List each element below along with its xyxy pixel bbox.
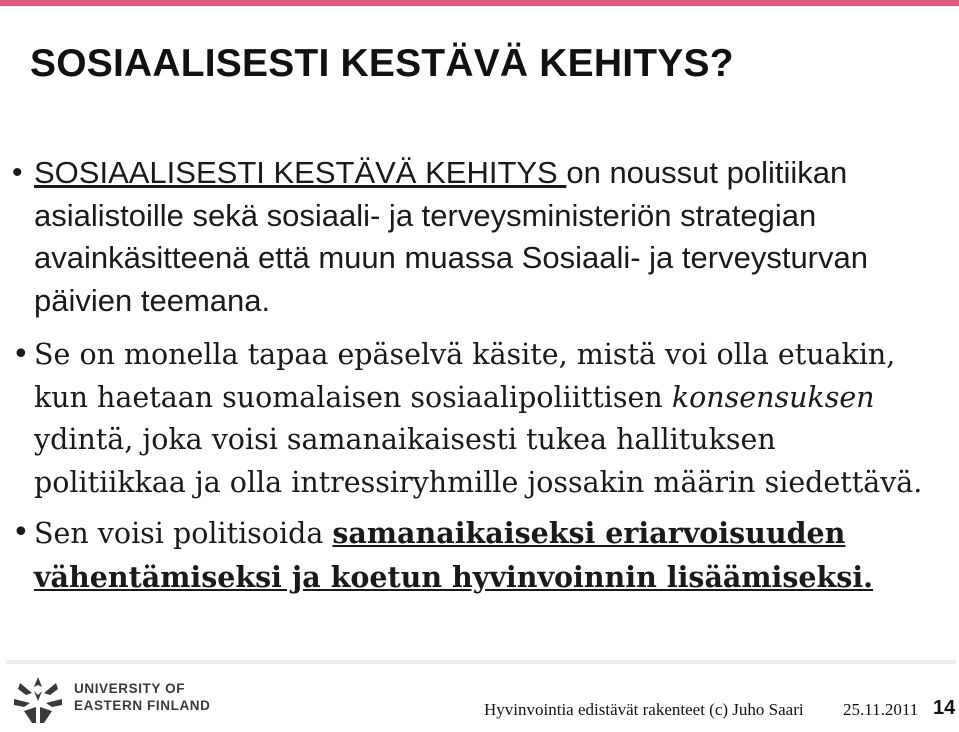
bullet-item-2 (12, 334, 932, 504)
bullet-dot-icon: • (12, 156, 23, 189)
footer-divider (6, 660, 956, 664)
bullet-dot-icon: • (12, 515, 30, 550)
bullet-1-lead: SOSIAALISESTI KESTÄVÄ KEHITYS (34, 155, 567, 190)
bullet-3-emphasis: samanaikaiseksi eriarvoisuuden vähentämiseksi ja koetun hyvinvoinnin lisäämiseksi. (34, 516, 874, 594)
logo-line-1: UNIVERSITY OF (74, 681, 186, 696)
slide-title: SOSIAALISESTI KESTÄVÄ KEHITYS? (30, 42, 734, 85)
bullet-item-3 (12, 512, 932, 599)
university-logo (12, 673, 212, 727)
bullet-1-text: on noussut politiikan asialistoille sekä sosiaali- ja terveysministeriön strategian avainkäsitteenä että muun muassa Sosiaali- ja terveysturvan päivien teemana. (34, 155, 868, 318)
university-tree-logo-icon (12, 673, 64, 727)
top-accent-bar (0, 0, 959, 6)
bullet-list (12, 152, 932, 599)
logo-line-2: EASTERN FINLAND (74, 698, 211, 713)
bullet-2-text-a: Se on monella tapaa epäselvä käsite, mistä voi olla etuakin, kun haetaan suomalaisen sosiaalipoliittisen (34, 338, 896, 414)
bullet-dot-icon: • (12, 337, 30, 372)
footer-date: 25.11.2011 (843, 700, 919, 719)
logo-text (74, 680, 211, 714)
bullet-2-text-b: ydintä, joka voisi samanaikaisesti tukea hallituksen politiikkaa ja olla intressiryhmille jossakin määrin siedettävä. (34, 423, 923, 499)
bullet-2-italic: konsensuksen (671, 380, 875, 414)
page-number: 14 (933, 697, 956, 719)
bullet-3-text: Sen voisi politisoida (34, 517, 333, 550)
bullet-item-1 (12, 152, 932, 322)
footer-credit: Hyvinvointia edistävät rakenteet (c) Juho Saari (484, 700, 804, 719)
